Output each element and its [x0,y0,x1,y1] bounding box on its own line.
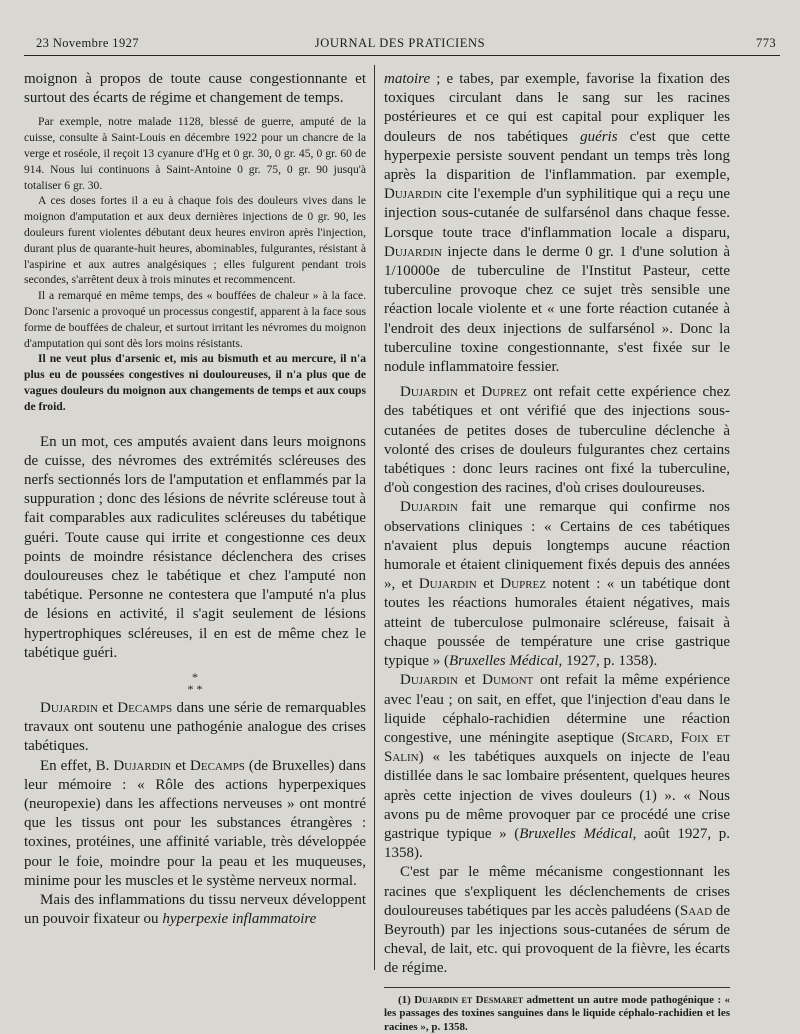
paragraph-hyperpexie: matoire ; e tabes, par exemple, favorise la fixation des toxiques circulant dans le sang sur les racines postérieures et ce qui est capital pour expliquer les douleurs de nos tabétiques guéris c'est que cette hyperpexie persiste souvent pendant un temps très long après la disparition de l'inflammation. par exemple, Dujardin cite l'exemple d'un syphilitique qui a reçu une injection sous-cutanée de sulfarsénol dans chaque fesse. Lorsque toute trace d'inflammation locale a disparu, Dujardin injecte dans le derme 0 gr. 1 d'une solution à 1/10000e de tuberculine de l'Institut Pasteur, cette tuberculine provoque chez ce sujet très sensible une réaction locale violente et « une forte réaction cutanée à l'endroit des deux injections de sulfarsénol ». Donc la tuberculine toxine congestionnante, s'est fixée sur le nodule inflammatoire fessier. [384,71,730,376]
paragraph-mecanisme: C'est par le même mécanisme congestionnant les racines que s'expliquent les déclenchements de crises douloureuses tabétiques par les accès paludéens (Saad de Beyrouth) par les injections sous-cutanées de sérum de cheval, de lait, etc. qui provoquent de la fièvre, les écarts de régime. [384,864,730,977]
column-divider [374,65,375,970]
summary-paragraph: En un mot, ces amputés avaient dans leurs moignons de cuisse, des névromes des extrémités scléreuses des nerfs sectionnés lors de l'amputation et enflammés par la suppuration ; donc des lésions de névrite scléreuse tout à fait comparables aux radiculites scléreuses du tabétique guéri. Toute cause qui irrite et congestionne ces deux points de moindre résistance déclenchera des crises douloureuses chez le tabétique et chez l'amputé non tabétique. Personne ne contestera que l'amputé n'a plus de lésions en activité, il s'agit seulement de lésions hypertrophiques scléreuses, il en est de même chez le tabétique guéri. [24,433,366,661]
section-asterism: * * * [187,669,203,696]
case-paragraph-3: Il a remarqué en même temps, des « bouffées de chaleur » à la face. Donc l'arsenic a provoqué un processus congestif, apparent à la face sous forme de bouffées de chaleur, et surtout irritant les névromes du moignon d'amputation qui sont dès lors moins résistants. [24,289,366,350]
paragraph-continuation: moignon à propos de toute cause congestionnante et surtout des écarts de régime et changement de temps. [24,71,366,107]
header-journal-title: JOURNAL DES PRATICIENS [314,36,486,50]
paragraph-dujardin-decamps: Dujardin et Decamps dans une série de remarquables travaux ont soutenu une pathogénie analogue des crises tabétiques. [24,699,367,755]
right-column [384,70,730,1034]
header-page-number: 773 [756,36,776,50]
case-paragraph-1: Par exemple, notre malade 1128, blessé de guerre, amputé de la cuisse, consulte à Saint-Louis en décembre 1922 pour un chancre de la verge et roséole, il reçoit 13 cyanure d'Hg et 0 gr. 30, 0 gr. 45, 0 gr. 60 de 914. Nous lui continuons à Saint-Antoine 0 gr. 75, 0 gr. 90 jusqu'à totaliser 6 gr. 30. [24,115,366,192]
case-paragraph-4: Il ne veut plus d'arsenic et, mis au bismuth et au mercure, il n'a plus eu de poussées congestives ni douloureuses, il n'a plus que de vagues douleurs du moignon aux changements de temps et aux coups de froid. [24,352,366,413]
header-rule [24,55,780,56]
left-column [24,70,366,929]
footnote: (1) Dujardin et Desmaret admettent un autre mode pathogénique : « les passages des toxines sanguines dans le liquide céphalo-rachidien et les racines », p. 1358. [384,993,730,1033]
paragraph-inflammations: Mais des inflammations du tissu nerveux développent un pouvoir fixateur ou hyperpexie inflammatoire [24,892,366,928]
header-date: 23 Novembre 1927 [36,36,139,50]
case-paragraph-2: A ces doses fortes il a eu à chaque fois des douleurs vives dans le moignon d'amputation et aux deux dernières injections de 0 gr. 90, les douleurs furent violentes débutant deux heures environ après l'injection, durant plus de quarante-huit heures, abominables, fulgurantes, résistant à l'aspirine et aux autres analgésiques ; elles fulgurent pendant trois secondes, s'arrêtent deux à trois minutes et recommencent. [24,194,366,287]
paragraph-dujardin-duprez: Dujardin et Duprez ont refait cette expérience chez des tabétiques et ont vérifié que des injections sous-cutanées de petites doses de tuberculine déclenche à volonté des crises de douleurs fulgurantes chez certains tabétiques : donc leurs racines ont fixé la tuberculine, d'où congestion des racines, d'où crises douloureuses. [384,384,730,497]
paragraph-dujardin-dumont: Dujardin et Dumont ont refait la même expérience avec l'eau ; on sait, en effet, que l'injection d'eau dans le liquide céphalo-rachidien détermine une réaction congestive, une méningite aseptique (Sicard, Foix et Salin) « les tabétiques auxquels on injecte de l'eau distillée dans le sac lombaire présentent, quelques heures après cette injection de vives douleurs (1) ». « Nous avons pu de même provoquer par ce procédé une crise gastrique typique » (Bruxelles Médical, août 1927, p. 1358). [384,672,730,862]
paragraph-remarque: Dujardin fait une remarque qui confirme nos observations cliniques : « Certains de ces tabétiques n'avaient plus depuis longtemps aucune réaction humorale et étaient cliniquement fixés depuis des années », et Dujardin et Duprez notent : « un tabétique dont toutes les réactions humorales étaient négatives, mais atteint de tuberculose pulmonaire scléreuse, faisait à chaque poussée de température une crise gastrique typique » (Bruxelles Médical, 1927, p. 1358). [384,499,731,670]
footnote-rule [384,987,730,988]
running-header [24,36,776,54]
paragraph-memoire: En effet, B. Dujardin et Decamps (de Bruxelles) dans leur mémoire : « Rôle des actions hyperpexiques (neuropexie) dans les affections nerveuses » ont montré que les tissus ont pour les substances étrangères : toxines, protéines, une affinité variable, très développée pour le foie, moindre pour la peau et les muqueuses, minime pour les muscles et le système nerveux normal. [24,757,367,889]
